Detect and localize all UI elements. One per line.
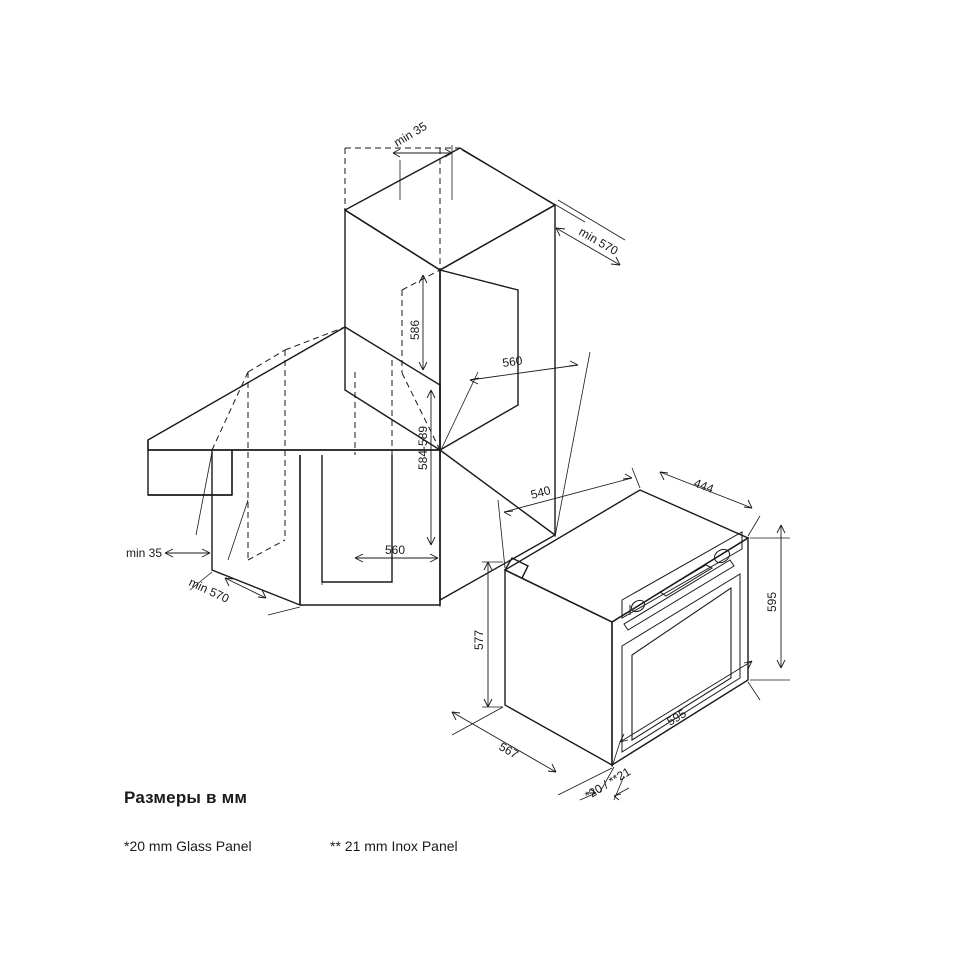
dim-min570-bottom-line [225, 578, 266, 598]
oven-group [452, 468, 790, 803]
hidden-line-left-diag-bottom [248, 540, 285, 560]
oven-top-face [505, 490, 748, 622]
ext-560-top-a [440, 372, 478, 452]
dim-label-560-bottom: 560 [385, 543, 406, 557]
dim-label-min35-top: min 35 [391, 119, 430, 150]
niche-upper-right-face [440, 205, 555, 600]
dim-560-top-line [470, 365, 578, 380]
ext-540-b [632, 468, 640, 488]
worktop-slab-front-edge [148, 440, 232, 495]
dim-label-586: 586 [408, 319, 422, 340]
cabinet-niche-group [126, 119, 625, 615]
ext-444-a [748, 516, 760, 536]
dim-label-584-589: 584-589 [416, 425, 430, 470]
worktop-slab-top [148, 327, 440, 450]
dim-panel-arrow-b [614, 794, 621, 800]
dim-label-444: 444 [691, 475, 716, 496]
dim-label-min570-top: min 570 [576, 224, 621, 258]
dim-label-577: 577 [472, 629, 486, 650]
dim-label-595-height: 595 [765, 591, 779, 612]
oven-side-face [505, 570, 612, 765]
dim-label-min570-bottom: min 570 [186, 575, 232, 606]
oven-door-handle[interactable] [624, 560, 734, 630]
dim-540-arrow-a [504, 511, 513, 516]
dim-label-567: 567 [496, 739, 521, 762]
dim-label-min35-bottom: min 35 [126, 546, 163, 560]
ext-min35-bottom-b [228, 500, 248, 560]
dim-label-560-top: 560 [501, 353, 524, 370]
ext-560-top-b [555, 352, 590, 537]
dim-540-arrow-b [623, 474, 632, 479]
niche-upper-top-face [345, 148, 555, 270]
dim-label-595-width: 595 [664, 706, 689, 729]
ext-540-a [498, 500, 505, 568]
hidden-line-left-diag-top [248, 350, 285, 372]
dim-min570-bottom-arrow-a [225, 578, 233, 586]
ext-567-a [452, 707, 503, 735]
niche-lower-left-face [212, 450, 300, 605]
ext-min35-bottom-a [196, 452, 212, 535]
ext-min570-top-a [462, 150, 585, 222]
footnote-glass-panel: *20 mm Glass Panel [124, 838, 252, 854]
dim-panel-line-b [614, 788, 629, 796]
dim-595w-line [620, 661, 752, 742]
ext-min570-bottom-b [268, 607, 300, 615]
dim-560-top-arrow-b [569, 361, 578, 366]
ext-595w-b [748, 682, 760, 700]
footnote-inox-panel: ** 21 mm Inox Panel [330, 838, 458, 854]
hidden-line-left-to-worktop [285, 327, 345, 350]
hidden-line-left-down [212, 372, 248, 450]
dim-label-540: 540 [529, 483, 553, 502]
niche-lower-opening [322, 455, 392, 582]
units-caption: Размеры в мм [124, 788, 248, 807]
dim-label-panel-thickness: *20 / **21 [582, 764, 634, 803]
